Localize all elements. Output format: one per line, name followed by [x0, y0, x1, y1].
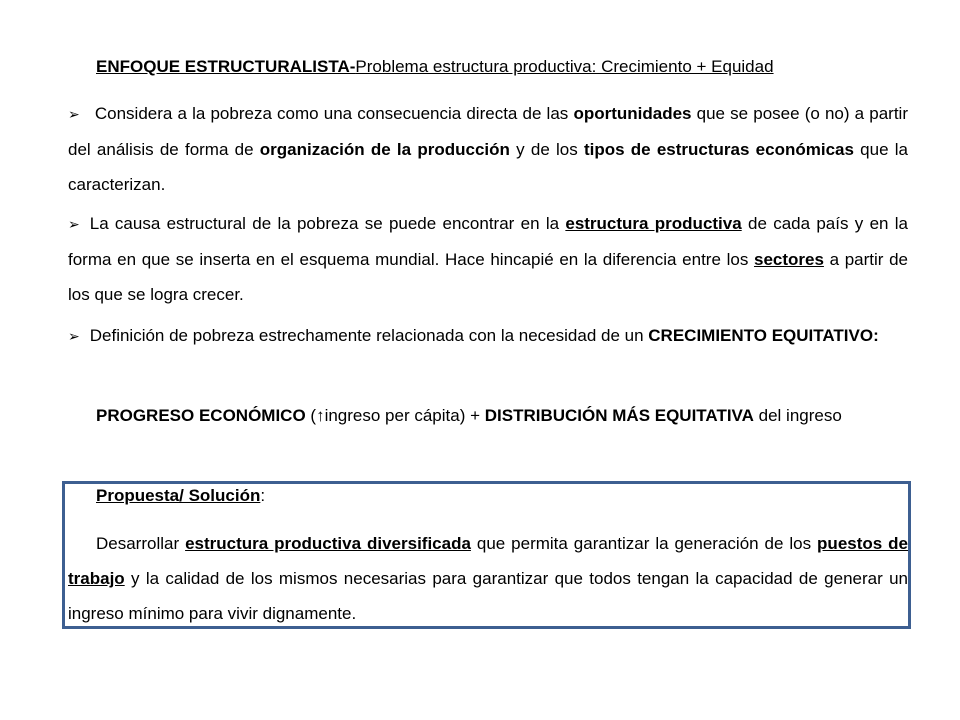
title-rest: Problema estructura productiva: Crecimiento + Equidad [355, 57, 774, 76]
formula-line: PROGRESO ECONÓMICO (↑ingreso per cápita) + DISTRIBUCIÓN MÁS EQUITATIVA del ingreso [96, 406, 842, 425]
arrow-bullet-icon: ➢ [68, 328, 80, 344]
proposal-label: Propuesta/ Solución: [96, 486, 266, 505]
proposal-text: Desarrollar estructura productiva diversificada que permita garantizar la generación de los puestos de trabajo y la calidad de los mismos necesarias para garantizar que todos tengan la capacidad de generar un ingreso mínimo para vivir dignamente. [68, 534, 908, 623]
slide-title [96, 56, 916, 78]
bullet-poverty-opportunities: ➢ Considera a la pobreza como una consecuencia directa de las oportunidades que se posee (o no) a partir del análisis de forma de organización de la producción y de los tipos de estructuras económicas que la caracterizan. [68, 96, 908, 202]
bullet-equitable-growth: ➢ Definición de pobreza estrechamente relacionada con la necesidad de un CRECIMIENTO EQUITATIVO: [68, 318, 908, 354]
bullet-structural-cause: ➢ La causa estructural de la pobreza se puede encontrar en la estructura productiva de cada país y en la forma en que se inserta en el esquema mundial. Hace hincapié en la diferencia entre los sectores a partir de los que se logra crecer. [68, 206, 908, 312]
arrow-bullet-icon: ➢ [68, 106, 80, 122]
arrow-bullet-icon: ➢ [68, 216, 80, 232]
title-bold: ENFOQUE ESTRUCTURALISTA- [96, 57, 356, 76]
